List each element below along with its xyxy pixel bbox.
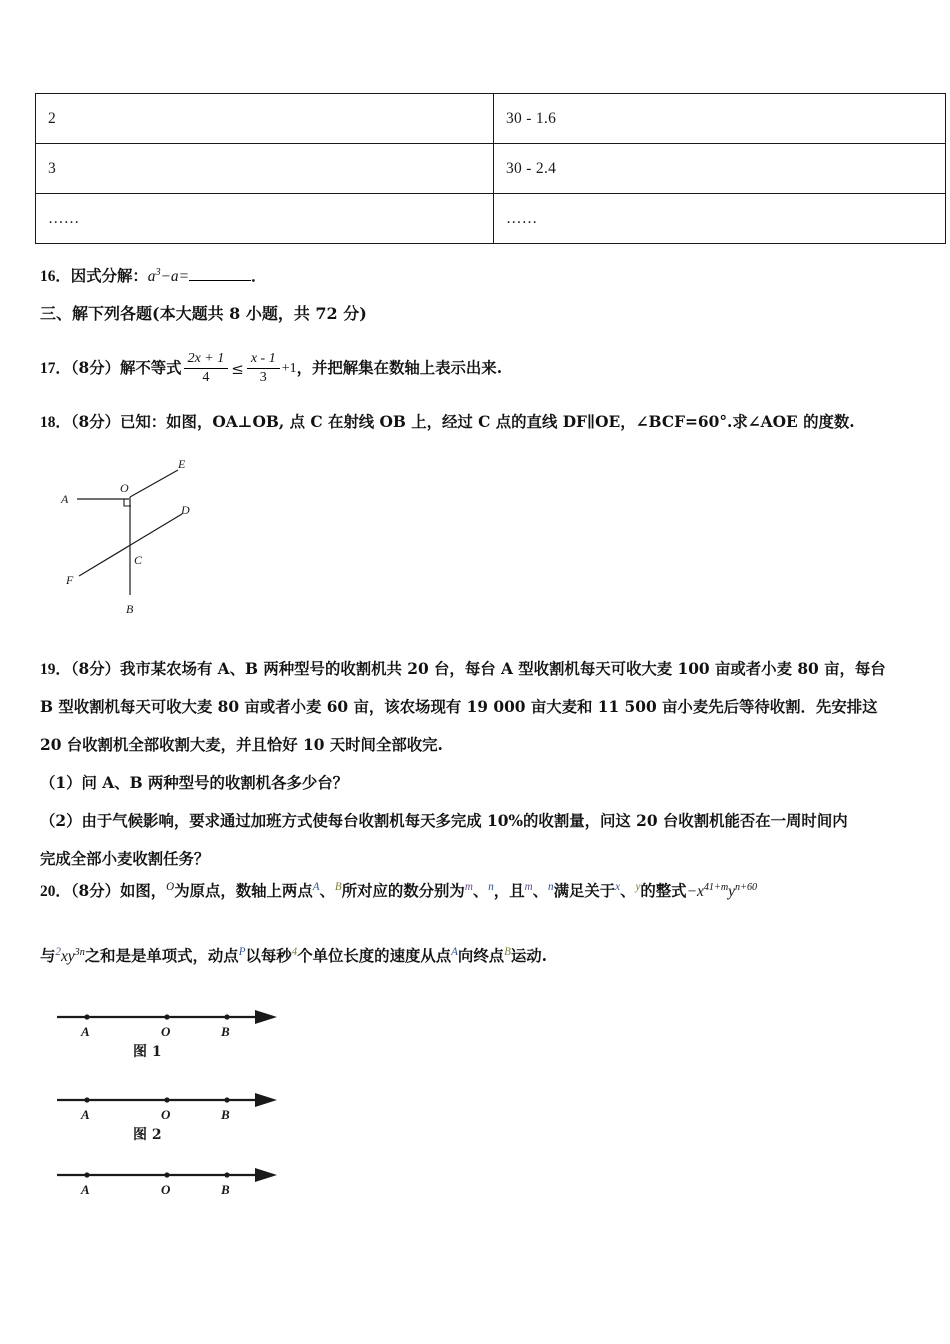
question-16-expression-base: a [147,268,156,286]
q20-expr-y: y [728,883,736,901]
point-A-label: A [81,1107,90,1122]
q20-text-f: 的整式 [640,882,687,901]
question-19-line-3: 20 台收割机全部收割大麦，并且恰好 10 天时间全部收完. [40,736,443,754]
q20-text-e: 满足关于 [553,882,616,901]
q20-dun-3: 、 [532,882,549,901]
q20-l2-text-e: 向终点 [457,947,505,966]
q20-text-a: 如图， [119,882,167,901]
figure-label-B: B [126,602,134,615]
plus-one-term: +1 [281,361,297,377]
arrow-head [255,1093,277,1107]
q20-var-m2: m [524,881,533,893]
point-O-dot [164,1014,169,1019]
question-17-number: 17． [40,360,71,378]
question-17-lead: 解不等式 [119,359,182,378]
q20-speed-value: 4 [291,946,298,958]
q20-dun-2: 、 [472,882,489,901]
number-line-figure-3 [55,1163,305,1233]
question-18-number: 18． [40,414,71,431]
question-16-prompt: 因式分解： [70,267,148,286]
table-cell-index: 2 [36,94,494,144]
question-20-marks: （8分） [70,882,120,901]
relation-operator: ≤ [231,360,244,379]
point-A-label: A [81,1182,90,1197]
figure-label-A: A [61,492,69,506]
fraction-right [247,351,280,386]
question-19-part-1: （1）问 A、B 两种型号的收割机各多少台？ [40,774,349,792]
q20-var-x: x [615,881,621,893]
point-A-dot [84,1097,89,1102]
section-heading-3: 三、解下列各题(本大题共 8 小题，共 72 分) [40,304,367,323]
number-line-svg-3 [55,1163,305,1197]
q20-text-b: 为原点，数轴上两点 [174,882,313,901]
table-cell-value: 30 - 2.4 [494,144,946,194]
figure-label-C: C [134,553,143,567]
q20-text-c: 所对应的数分别为 [341,882,465,901]
point-B-label: B [221,1182,230,1197]
q20-var-y: y [635,881,641,893]
question-18-marks: （8分） [70,413,120,431]
segment-OE [130,470,178,497]
figure-label-D: D [181,503,190,517]
question-16-tail: ． [251,268,267,286]
q20-l2-expr-exponent: 3n [74,947,85,958]
data-table [35,93,946,244]
point-B-dot [224,1014,229,1019]
q20-var-P: P [238,946,246,958]
q20-l2-expr-xy: xy [60,948,75,966]
point-O-dot [164,1097,169,1102]
question-17-marks: （8分） [70,359,120,378]
question-20-line-2 [40,945,547,968]
q20-expr-x-exponent: 41+m [703,882,729,893]
question-18 [40,412,855,434]
table-cell-index: …… [36,194,494,244]
question-19-number: 19． [40,661,71,678]
number-line-figure-1 [55,1005,305,1075]
question-17 [40,352,502,387]
question-18-text: 已知：如图，OA⊥OB, 点 C 在射线 OB 上，经过 C 点的直线 DF∥OE，∠BCF=60°.求∠AOE 的度数. [119,413,855,431]
point-O-label: O [161,1107,171,1122]
question-19-part-2-line-2: 完成全部小麦收割任务？ [40,850,210,868]
number-line-svg-2 [55,1088,305,1122]
q20-l2-text-a: 与 [40,947,56,966]
fraction-right-numerator: x - 1 [247,351,280,369]
number-line-svg-1 [55,1005,305,1039]
answer-blank [189,280,251,281]
q20-var-A: A [312,881,320,893]
table-row [36,94,946,144]
question-16-expression-rest: −a= [160,268,190,286]
q20-var-m: m [464,881,473,893]
question-17-tail: ，并把解集在数轴上表示出来. [296,359,503,378]
point-A-dot [84,1172,89,1177]
q20-dun-4: 、 [620,882,636,901]
question-19-line-1 [40,659,886,681]
point-B-label: B [221,1024,230,1039]
table-row [36,194,946,244]
fraction-left [184,351,229,386]
figure-caption-1: 图 1 [133,1044,162,1060]
q20-expr-sign: − [686,883,697,901]
figure-label-O: O [120,481,129,495]
point-O-label: O [161,1182,171,1197]
table-cell-value: 30 - 1.6 [494,94,946,144]
fraction-right-denominator: 3 [259,370,267,386]
q20-text-d: ，且 [493,882,525,901]
arrow-head [255,1010,277,1024]
table-row [36,144,946,194]
q20-var-n2: n [548,881,554,893]
question-19-line-2: B 型收割机每天可收大麦 80 亩或者小麦 60 亩，该农场现有 19 000 亩大麦和 11 500 亩小麦先后等待收割．先安排这 [40,698,878,716]
question-16-expression-exponent: 3 [155,267,161,278]
q20-dun-1: 、 [319,882,335,901]
question-19-part-2-line-1: （2）由于气候影响，要求通过加班方式使每台收割机每天多完成 10%的收割量，问这 20 台收割机能否在一周时间内 [40,812,848,830]
question-20-line-1 [40,880,757,903]
figure-caption-2: 图 2 [133,1127,162,1143]
question-16 [40,266,266,288]
q20-l2-text-b: 之和是是单项式，动点 [84,947,239,966]
q20-l2-coefficient: 2 [55,946,61,958]
point-B-label: B [221,1107,230,1122]
point-B-dot [224,1097,229,1102]
point-B-dot [224,1172,229,1177]
number-line-figure-2 [55,1088,305,1158]
q20-l2-text-d: 个单位长度的速度从点 [297,947,452,966]
table-cell-value: …… [494,194,946,244]
point-O-label: O [161,1024,171,1039]
figure-label-E: E [178,457,186,471]
arrow-head [255,1168,277,1182]
q20-l2-var-B: B [504,946,511,958]
table-body [36,94,946,244]
q20-l2-var-A: A [451,946,458,958]
table-cell-index: 3 [36,144,494,194]
question-19-body-1: 我市某农场有 A、B 两种型号的收割机共 20 台，每台 A 型收割机每天可收大麦 100 亩或者小麦 80 亩，每台 [119,660,886,678]
q20-expr-x: x [696,883,704,901]
q20-expr-y-exponent: n+60 [735,882,758,893]
fraction-left-numerator: 2x + 1 [184,351,229,369]
q20-l2-text-c: 以每秒 [245,947,292,966]
q20-var-n: n [488,881,494,893]
figure-label-F: F [66,573,74,587]
fraction-left-denominator: 4 [202,370,210,386]
q20-var-O: O [166,881,175,893]
point-A-label: A [81,1024,90,1039]
q20-var-B: B [334,881,342,893]
question-20-number: 20． [40,883,71,901]
question-19-marks: （8分） [70,660,120,678]
q20-l2-text-f: 运动. [510,947,548,966]
point-O-dot [164,1172,169,1177]
question-16-number: 16． [40,268,71,286]
point-A-dot [84,1014,89,1019]
geometry-figure-18 [52,450,282,615]
